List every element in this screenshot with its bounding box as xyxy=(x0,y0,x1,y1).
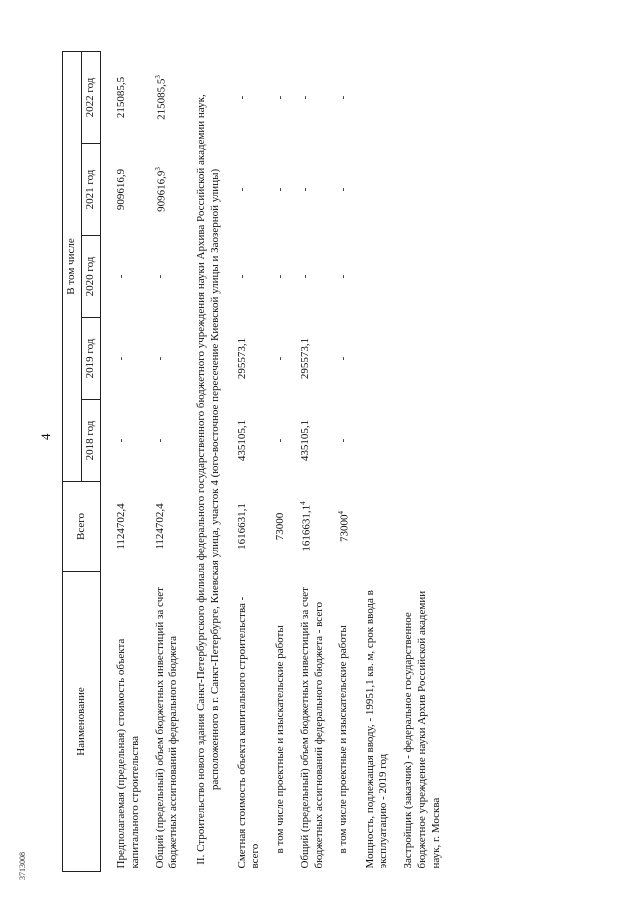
row-2022: - xyxy=(298,95,311,100)
table-row xyxy=(151,52,190,872)
row-total: 1124702,4 xyxy=(153,503,166,550)
header-year: 2018 год xyxy=(82,400,101,482)
header-year: 2019 год xyxy=(82,318,101,400)
row-2021: 909616,9$^3$ xyxy=(153,167,168,212)
header-year: 2020 год xyxy=(82,236,101,318)
row-2022: - xyxy=(337,95,350,100)
row-2020: - xyxy=(274,274,286,279)
row-2020: - xyxy=(298,274,311,279)
table-row xyxy=(101,52,151,872)
row-2019: 295573,1 xyxy=(235,337,248,380)
header-year: 2022 год xyxy=(82,52,101,144)
row-2019: 295573,1 xyxy=(298,337,311,380)
row-name: в том числе проектные и изыскательские работы xyxy=(337,625,350,854)
row-2018: 435105,1 xyxy=(298,419,311,462)
footnote-mark: 3 xyxy=(153,75,162,79)
row-2021: - xyxy=(298,187,311,192)
footnote-mark: 3 xyxy=(153,167,162,171)
header-in-that-number: В том числе xyxy=(63,52,82,482)
table-row xyxy=(334,52,360,872)
row-2018: 435105,1 xyxy=(235,419,248,462)
table-row xyxy=(399,52,451,872)
page-number: 4 xyxy=(38,433,53,440)
row-2022: 215085,5 xyxy=(115,76,127,119)
section-title: II. Строительство нового здания Санкт-Петербургского филиала федерального государственного бюджетного учреждения науки Архива Российской академии наук, расположенного в г. Санкт-Петербурге, Киевская улица, участок 4 (юго-восточное пересечение Киевской улицы и Заозерной улицы) xyxy=(195,94,221,865)
table-row xyxy=(296,52,335,872)
row-total: 1124702,4 xyxy=(115,503,127,550)
row-2022: - xyxy=(235,95,248,100)
row-name: в том числе проектные и изыскательские работы xyxy=(274,625,286,854)
row-2018: - xyxy=(153,438,166,443)
row-2021: - xyxy=(274,187,286,192)
row-total: 1616631,1 xyxy=(235,503,248,550)
document-code: 3713008 xyxy=(18,852,27,880)
row-2020: - xyxy=(115,274,127,279)
row-total: 73000 xyxy=(274,512,286,541)
row-name: Общий (предельный) объем бюджетных инвестиций за счет бюджетных ассигнований федерального бюджета xyxy=(153,587,180,869)
row-2018: - xyxy=(115,438,127,443)
row-2018: - xyxy=(274,438,286,443)
row-2020: - xyxy=(235,274,248,279)
row-2019: - xyxy=(337,356,350,361)
investment-table xyxy=(62,51,451,872)
row-name: Предполагаемая (предельная) стоимость объекта капитального строительства xyxy=(115,638,141,869)
header-year: 2021 год xyxy=(82,144,101,236)
row-2022: 215085,5$^3$ xyxy=(153,75,168,120)
row-2019: - xyxy=(274,356,286,361)
row-2020: - xyxy=(337,274,350,279)
header-total: Всего xyxy=(63,482,101,572)
table-row xyxy=(233,52,272,872)
row-2019: - xyxy=(153,356,166,361)
table-row xyxy=(361,52,400,872)
rotated-table-container xyxy=(62,52,442,872)
table-row xyxy=(271,52,296,872)
row-2021: 909616,9 xyxy=(115,168,127,211)
row-2021: - xyxy=(337,187,350,192)
row-total: 73000$^4$ xyxy=(337,511,351,542)
row-total: 1616631,1$^4$ xyxy=(298,501,313,552)
developer-text: Застройщик (заказчик) - федеральное государственное бюджетное учреждение науки Архив Российской академии наук, г. Москва xyxy=(402,590,442,869)
power-text: Мощность, подлежащая вводу, - 19951,1 кв. м, срок ввода в эксплуатацию - 2019 год xyxy=(363,590,390,869)
footnote-mark: 4 xyxy=(298,501,307,505)
row-2022: - xyxy=(274,95,286,100)
row-2019: - xyxy=(115,356,127,361)
row-name: Сметная стоимость объекта капитального строительства - всего xyxy=(235,596,262,869)
section-row xyxy=(189,52,233,872)
row-2018: - xyxy=(337,438,350,443)
header-name: Наименование xyxy=(63,572,101,872)
footnote-mark: 4 xyxy=(337,511,346,515)
row-2021: - xyxy=(235,187,248,192)
row-2020: - xyxy=(153,274,166,279)
row-name: Общий (предельный) объем бюджетных инвестиций за счет бюджетных ассигнований федерального бюджета - всего xyxy=(298,587,325,869)
